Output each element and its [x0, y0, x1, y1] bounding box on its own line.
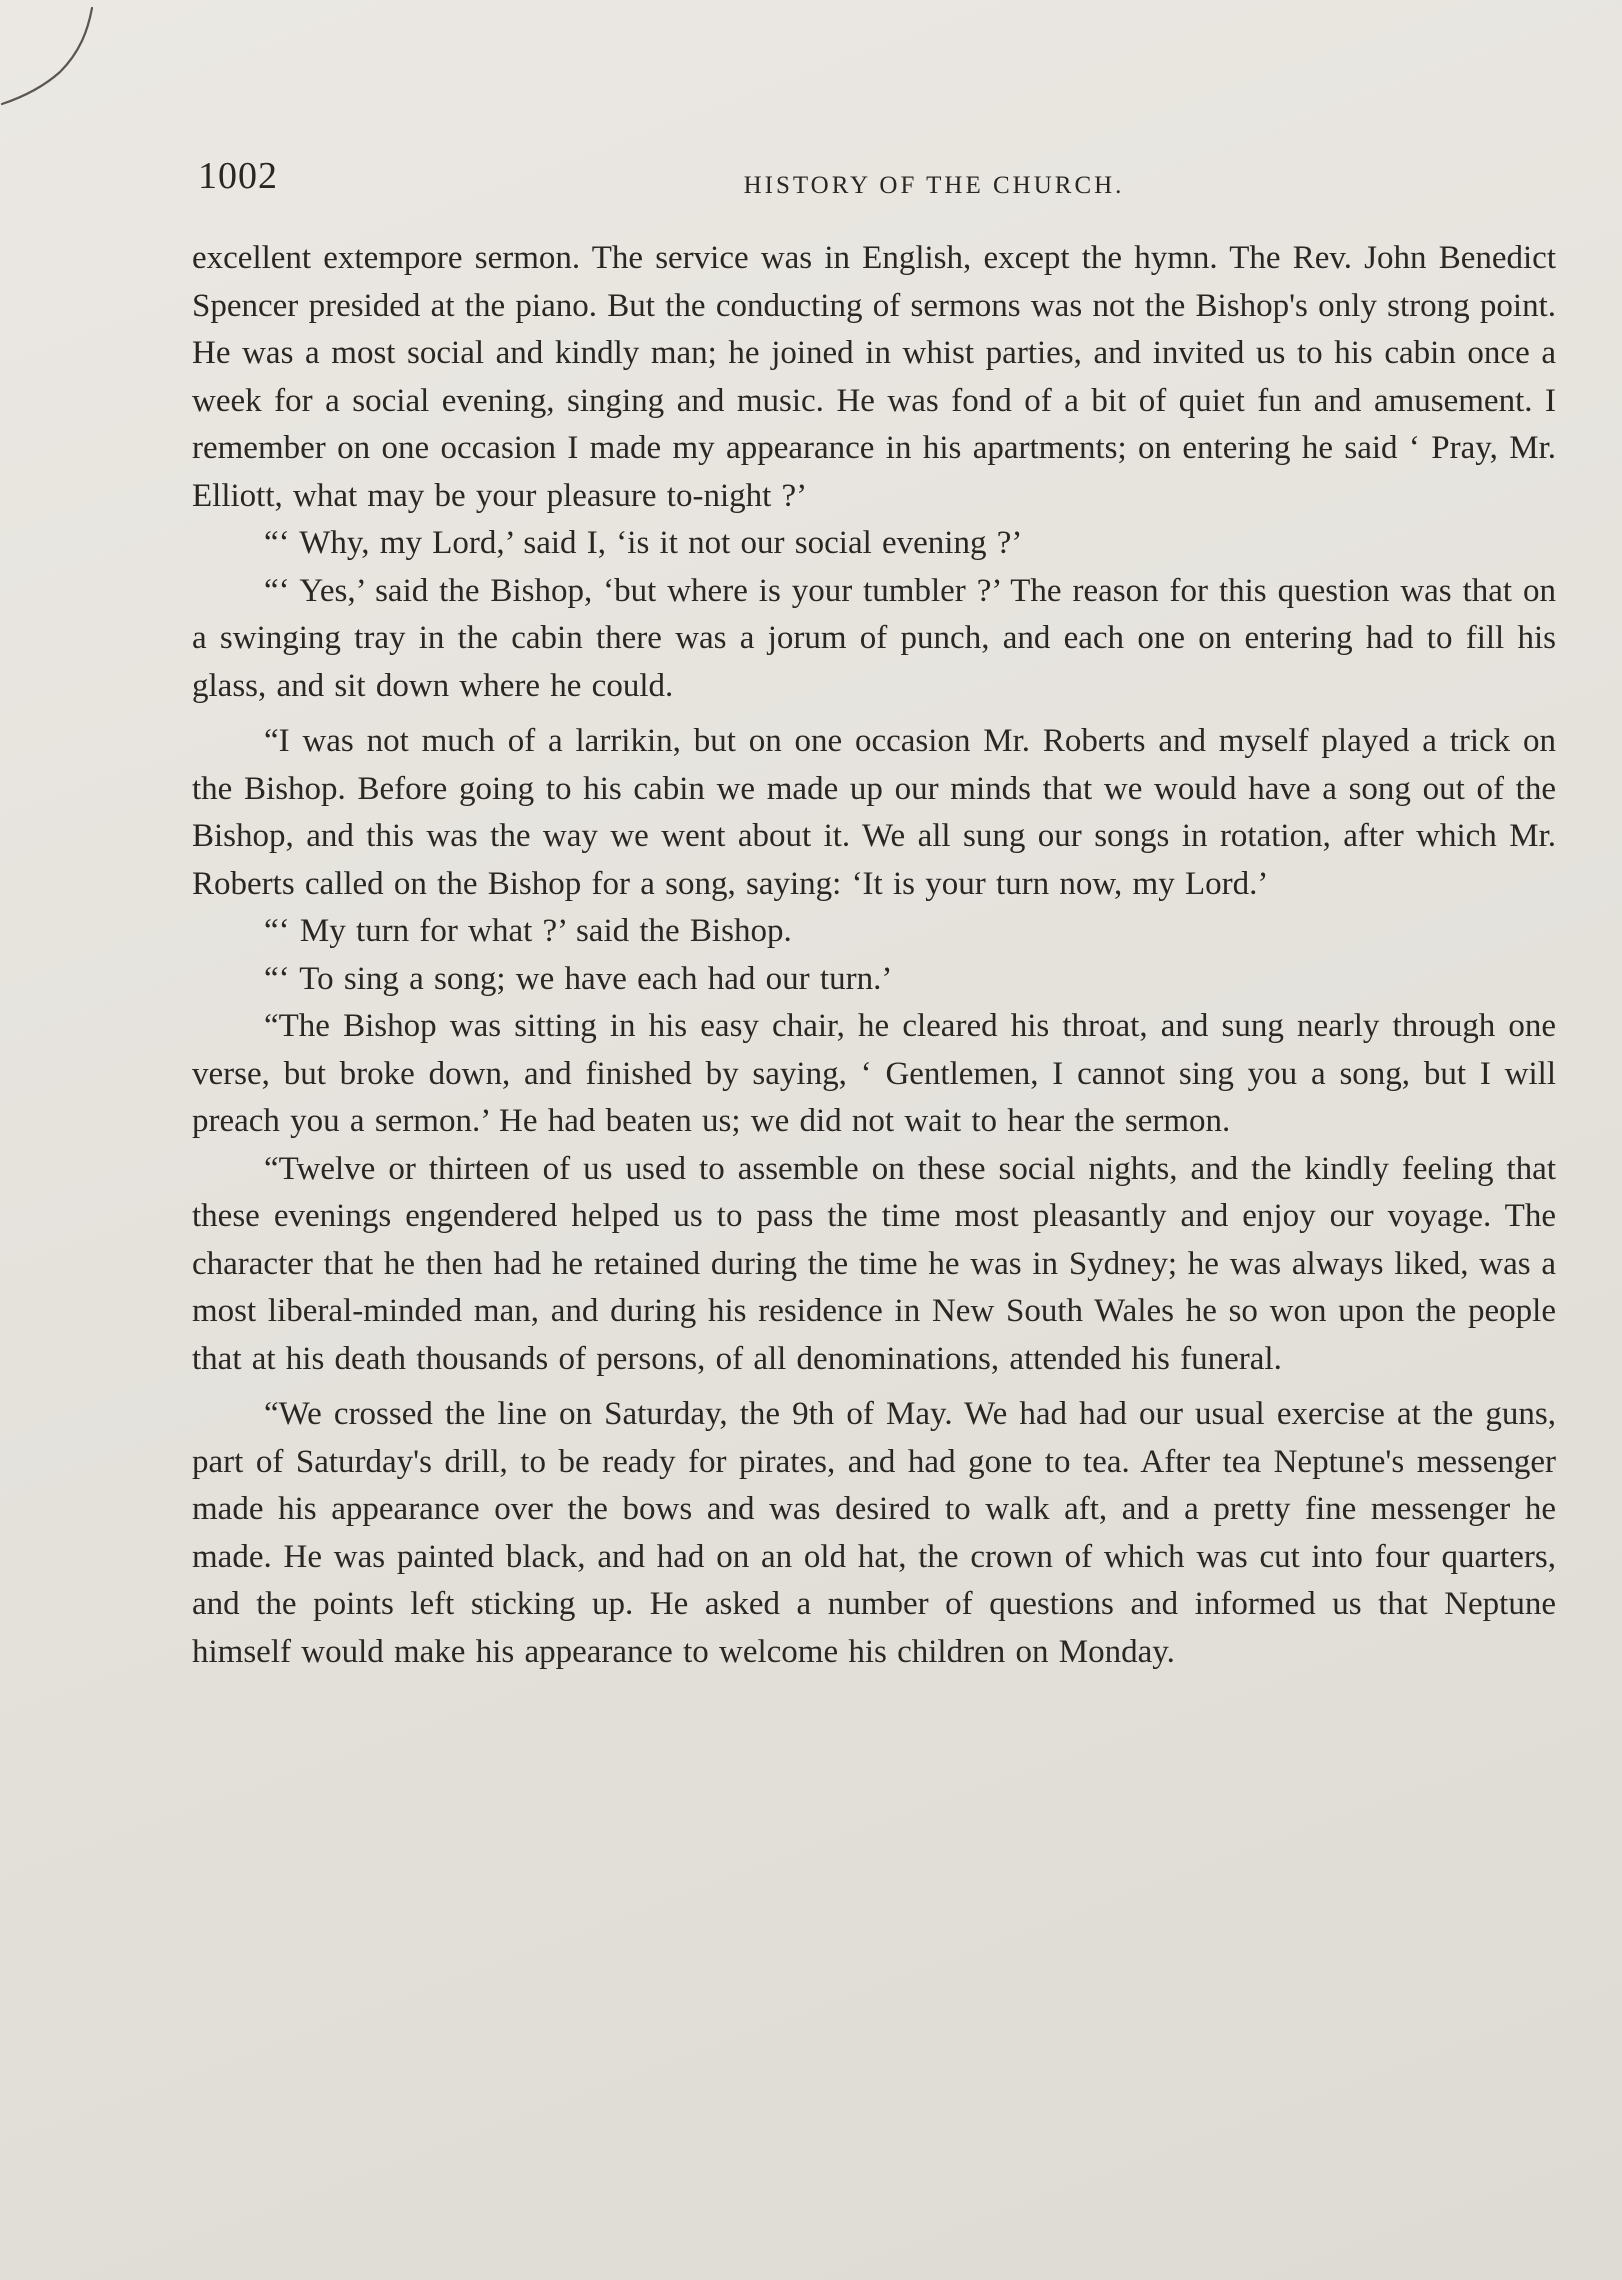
paragraph: excellent extempore sermon. The service was in English, except the hymn. The Rev. John Benedict Spencer presided at the piano. But the conducting of sermons was not the Bishop's only strong point. He was a most social and kindly man; he joined in whist parties, and invited us to his cabin once a week for a social evening, singing and music. He was fond of a bit of quiet fun and amusement. I remember on one occasion I made my appearance in his apartments; on entering he said ‘ Pray, Mr. Elliott, what may be your pleasure to-night ?’	[192, 240, 1556, 514]
paragraph: “Twelve or thirteen of us used to assemble on these social nights, and the kindly feeling that these evenings engendered helped us to pass the time most pleasantly and enjoy our voyage. The character that he then had he retained during the time he was in Sydney; he was always liked, was a most liberal-minded man, and during his residence in New South Wales he so won upon the people that at his death thousands of persons, of all denominations, attended his funeral.	[192, 1150, 1556, 1377]
paragraph: “‘ Yes,’ said the Bishop, ‘but where is your tumbler ?’ The reason for this question was that on a swinging tray in the cabin there was a jorum of punch, and each one on entering had to fill his glass, and sit down where he could.	[192, 572, 1556, 704]
paragraph: “‘ To sing a song; we have each had our turn.’	[264, 960, 893, 997]
body-text	[192, 235, 1556, 1676]
pencil-mark	[0, 0, 110, 120]
paragraph: “I was not much of a larrikin, but on one occasion Mr. Roberts and myself played a trick on the Bishop. Before going to his cabin we made up our minds that we would have a song out of the Bishop, and this was the way we went about it. We all sung our songs in rotation, after which Mr. Roberts called on the Bishop for a song, saying: ‘It is your turn now, my Lord.’	[192, 723, 1556, 902]
paragraph: “‘ Why, my Lord,’ said I, ‘is it not our social evening ?’	[264, 525, 1023, 561]
page-header	[192, 150, 1556, 210]
paragraph: “The Bishop was sitting in his easy chair, he cleared his throat, and sung nearly through one verse, but broke down, and finished by saying, ‘ Gentlemen, I cannot sing you a song, but I will preach you a sermon.’ He had beaten us; we did not wait to hear the sermon.	[192, 1008, 1556, 1139]
paragraph: “‘ My turn for what ?’ said the Bishop.	[264, 913, 792, 949]
page-number: 1002	[198, 155, 278, 197]
paragraph: “We crossed the line on Saturday, the 9th of May. We had had our usual exercise at the guns, part of Saturday's drill, to be ready for pirates, and had gone to tea. After tea Neptune's messenger made his appearance over the bows and was desired to walk aft, and a pretty fine messenger he made. He was painted black, and had on an old hat, the crown of which was cut into four quarters, and the points left sticking up. He asked a number of questions and informed us that Neptune himself would make his appearance to welcome his children on Monday.	[192, 1396, 1556, 1670]
running-title: HISTORY OF THE CHURCH.	[743, 172, 1125, 199]
